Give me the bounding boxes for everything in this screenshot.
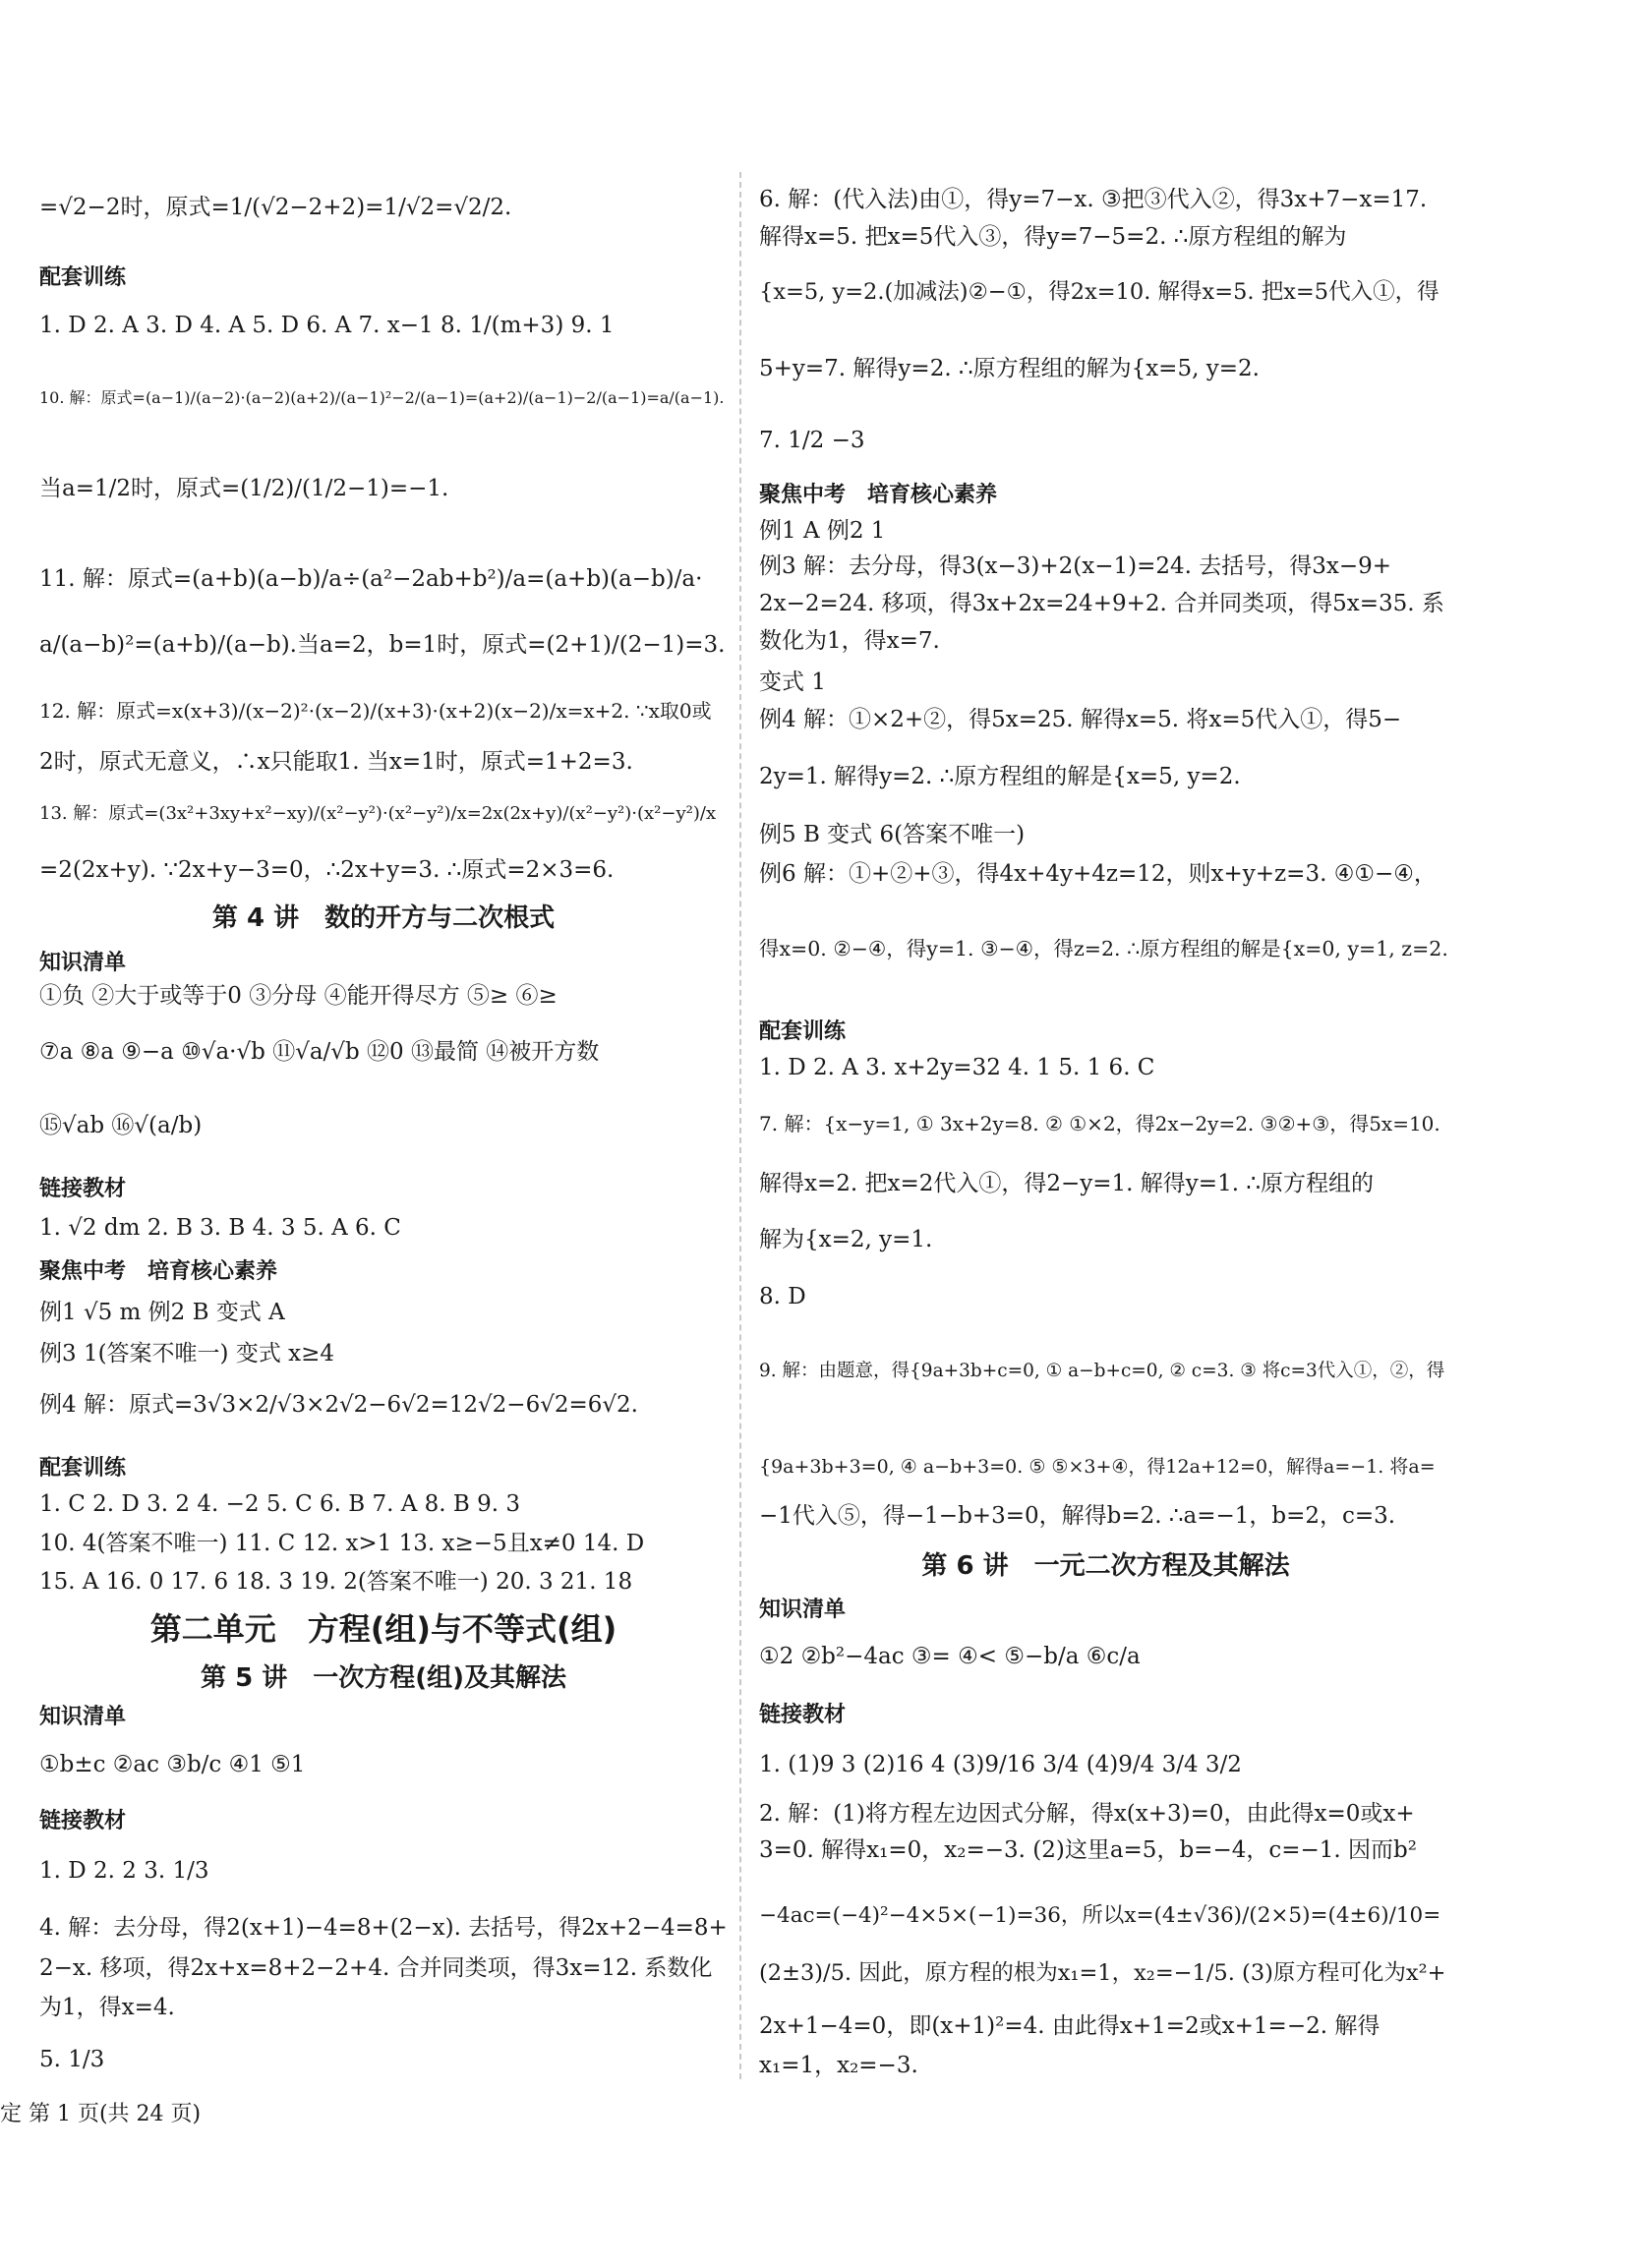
text-line: 1. C 2. D 3. 2 4. −2 5. C 6. B 7. A 8. B 9. 3: [39, 1491, 521, 1517]
text-line: 2y=1. 解得y=2. ∴原方程组的解是{x=5, y=2.: [759, 764, 1241, 789]
text-line: 11. 解：原式=(a+b)(a−b)/a÷(a²−2ab+b²)/a=(a+b)(a−b)/a·: [39, 566, 703, 592]
section-heading: 聚焦中考 培育核心素养: [39, 1259, 278, 1284]
section-heading: 链接教材: [39, 1809, 127, 1833]
text-line: 当a=1/2时，原式=(1/2)/(1/2−1)=−1.: [39, 476, 449, 501]
text-line: 3=0. 解得x₁=0，x₂=−3. (2)这里a=5，b=−4，c=−1. 因而b²: [759, 1837, 1417, 1863]
text-line: ①负 ②大于或等于0 ③分母 ④能开得尽方 ⑤≥ ⑥≥: [39, 983, 558, 1009]
text-line: −4ac=(−4)²−4×5×(−1)=36，所以x=(4±√36)/(2×5)=(4±6)/10=: [759, 1903, 1441, 1928]
lecture-title: 第 5 讲 一次方程(组)及其解法: [201, 1663, 566, 1693]
section-heading: 配套训练: [759, 1019, 847, 1044]
text-line: 2时，原式无意义，∴x只能取1. 当x=1时，原式=1+2=3.: [39, 749, 633, 775]
text-line: ①b±c ②ac ③b/c ④1 ⑤1: [39, 1752, 306, 1777]
text-line: 12. 解：原式=x(x+3)/(x−2)²·(x−2)/(x+3)·(x+2)(x−2)/x=x+2. ∵x取0或: [39, 699, 712, 723]
text-line: 例3 1(答案不唯一) 变式 x≥4: [39, 1341, 335, 1367]
left-column: [39, 0, 728, 2268]
text-line: =√2−2时，原式=1/(√2−2+2)=1/√2=√2/2.: [39, 195, 512, 220]
text-line: 2. 解：(1)将方程左边因式分解，得x(x+3)=0，由此得x=0或x+: [759, 1801, 1415, 1827]
text-line: 1. D 2. A 3. D 4. A 5. D 6. A 7. x−1 8. 1/(m+3) 9. 1: [39, 313, 615, 338]
lecture-title: 第 6 讲 一元二次方程及其解法: [921, 1551, 1290, 1581]
text-line: 1. √2 dm 2. B 3. B 4. 3 5. A 6. C: [39, 1215, 401, 1241]
text-line: 7. 解：{x−y=1, ① 3x+2y=8. ② ①×2，得2x−2y=2. ③②+③，得5x=10.: [759, 1112, 1440, 1135]
text-line: 6. 解：(代入法)由①，得y=7−x. ③把③代入②，得3x+7−x=17.: [759, 187, 1428, 212]
text-line: 解得x=5. 把x=5代入③，得y=7−5=2. ∴原方程组的解为: [759, 224, 1347, 250]
text-line: 1. (1)9 3 (2)16 4 (3)9/16 3/4 (4)9/4 3/4 3/2: [759, 1752, 1242, 1777]
text-line: 2x−2=24. 移项，得3x+2x=24+9+2. 合并同类项，得5x=35. 系: [759, 591, 1444, 616]
text-line: 1. D 2. A 3. x+2y=32 4. 1 5. 1 6. C: [759, 1055, 1155, 1080]
text-line: 例1 √5 m 例2 B 变式 A: [39, 1300, 285, 1325]
text-line: 4. 解：去分母，得2(x+1)−4=8+(2−x). 去括号，得2x+2−4=8+: [39, 1915, 728, 1941]
text-line: 5. 1/3: [39, 2047, 105, 2072]
unit-title: 第二单元 方程(组)与不等式(组): [149, 1610, 617, 1648]
text-line: a/(a−b)²=(a+b)/(a−b).当a=2，b=1时，原式=(2+1)/(2−1)=3.: [39, 632, 726, 658]
text-line: x₁=1，x₂=−3.: [759, 2053, 918, 2078]
text-line: 10. 4(答案不唯一) 11. C 12. x>1 13. x≥−5且x≠0 14. D: [39, 1531, 645, 1556]
text-line: 8. D: [759, 1284, 806, 1309]
text-line: 1. D 2. 2 3. 1/3: [39, 1858, 209, 1884]
text-line: 为1，得x=4.: [39, 1995, 175, 2020]
text-line: 例1 A 例2 1: [759, 518, 886, 544]
text-line: −1代入⑤，得−1−b+3=0，解得b=2. ∴a=−1，b=2，c=3.: [759, 1503, 1396, 1529]
text-line: 得x=0. ②−④，得y=1. ③−④，得z=2. ∴原方程组的解是{x=0, y=1, z=2.: [759, 937, 1448, 960]
text-line: =2(2x+y). ∵2x+y−3=0，∴2x+y=3. ∴原式=2×3=6.: [39, 857, 615, 883]
section-heading: 知识清单: [759, 1598, 847, 1622]
lecture-title: 第 4 讲 数的开方与二次根式: [211, 903, 556, 933]
text-line: 7. 1/2 −3: [759, 428, 865, 453]
text-line: 例4 解：①×2+②，得5x=25. 解得x=5. 将x=5代入①，得5−: [759, 707, 1402, 732]
text-line: 9. 解：由题意，得{9a+3b+c=0, ① a−b+c=0, ② c=3. ③ 将c=3代入①，②，得: [759, 1361, 1445, 1381]
section-heading: 配套训练: [39, 1456, 127, 1481]
text-line: 例5 B 变式 6(答案不唯一): [759, 822, 1026, 847]
text-line: 变式 1: [759, 669, 826, 695]
text-line: 解得x=2. 把x=2代入①，得2−y=1. 解得y=1. ∴原方程组的: [759, 1171, 1374, 1196]
text-line: 2x+1−4=0，即(x+1)²=4. 由此得x+1=2或x+1=−2. 解得: [759, 2013, 1381, 2039]
text-line: 10. 解：原式=(a−1)/(a−2)·(a−2)(a+2)/(a−1)²−2/(a−1)=(a+2)/(a−1)−2/(a−1)=a/(a−1).: [39, 388, 725, 407]
text-line: 例6 解：①+②+③，得4x+4y+4z=12，则x+y+z=3. ④①−④，: [759, 861, 1437, 887]
section-heading: 配套训练: [39, 265, 127, 290]
column-divider: [739, 172, 741, 2079]
text-line: ⑮√ab ⑯√(a/b): [39, 1113, 203, 1138]
text-line: 例3 解：去分母，得3(x−3)+2(x−1)=24. 去括号，得3x−9+: [759, 553, 1392, 579]
text-line: 数化为1，得x=7.: [759, 628, 940, 654]
section-heading: 链接教材: [759, 1703, 847, 1727]
text-line: 15. A 16. 0 17. 6 18. 3 19. 2(答案不唯一) 20. 3 21. 18: [39, 1569, 633, 1595]
right-column: [759, 0, 1452, 2268]
page-footer: 定 第 1 页(共 24 页): [0, 2102, 202, 2126]
text-line: 例4 解：原式=3√3×2/√3×2√2−6√2=12√2−6√2=6√2.: [39, 1392, 638, 1418]
text-line: 2−x. 移项，得2x+x=8+2−2+4. 合并同类项，得3x=12. 系数化: [39, 1955, 713, 1981]
section-heading: 聚焦中考 培育核心素养: [759, 483, 998, 507]
text-line: ①2 ②b²−4ac ③= ④< ⑤−b/a ⑥c/a: [759, 1644, 1141, 1669]
text-line: 5+y=7. 解得y=2. ∴原方程组的解为{x=5, y=2.: [759, 356, 1260, 381]
text-line: {9a+3b+3=0, ④ a−b+3=0. ⑤ ⑤×3+④，得12a+12=0，解得a=−1. 将a=: [759, 1456, 1436, 1478]
text-line: {x=5, y=2.(加减法)②−①，得2x=10. 解得x=5. 把x=5代入①，得: [759, 279, 1439, 305]
text-line: 解为{x=2, y=1.: [759, 1227, 933, 1252]
text-line: ⑦a ⑧a ⑨−a ⑩√a·√b ⑪√a/√b ⑫0 ⑬最简 ⑭被开方数: [39, 1039, 600, 1065]
section-heading: 知识清单: [39, 1705, 127, 1729]
section-heading: 知识清单: [39, 951, 127, 975]
text-line: (2±3)/5. 因此，原方程的根为x₁=1，x₂=−1/5. (3)原方程可化为x²+: [759, 1960, 1446, 1986]
section-heading: 链接教材: [39, 1177, 127, 1201]
text-line: 13. 解：原式=(3x²+3xy+x²−xy)/(x²−y²)·(x²−y²)/x=2x(2x+y)/(x²−y²)·(x²−y²)/x: [39, 803, 717, 824]
